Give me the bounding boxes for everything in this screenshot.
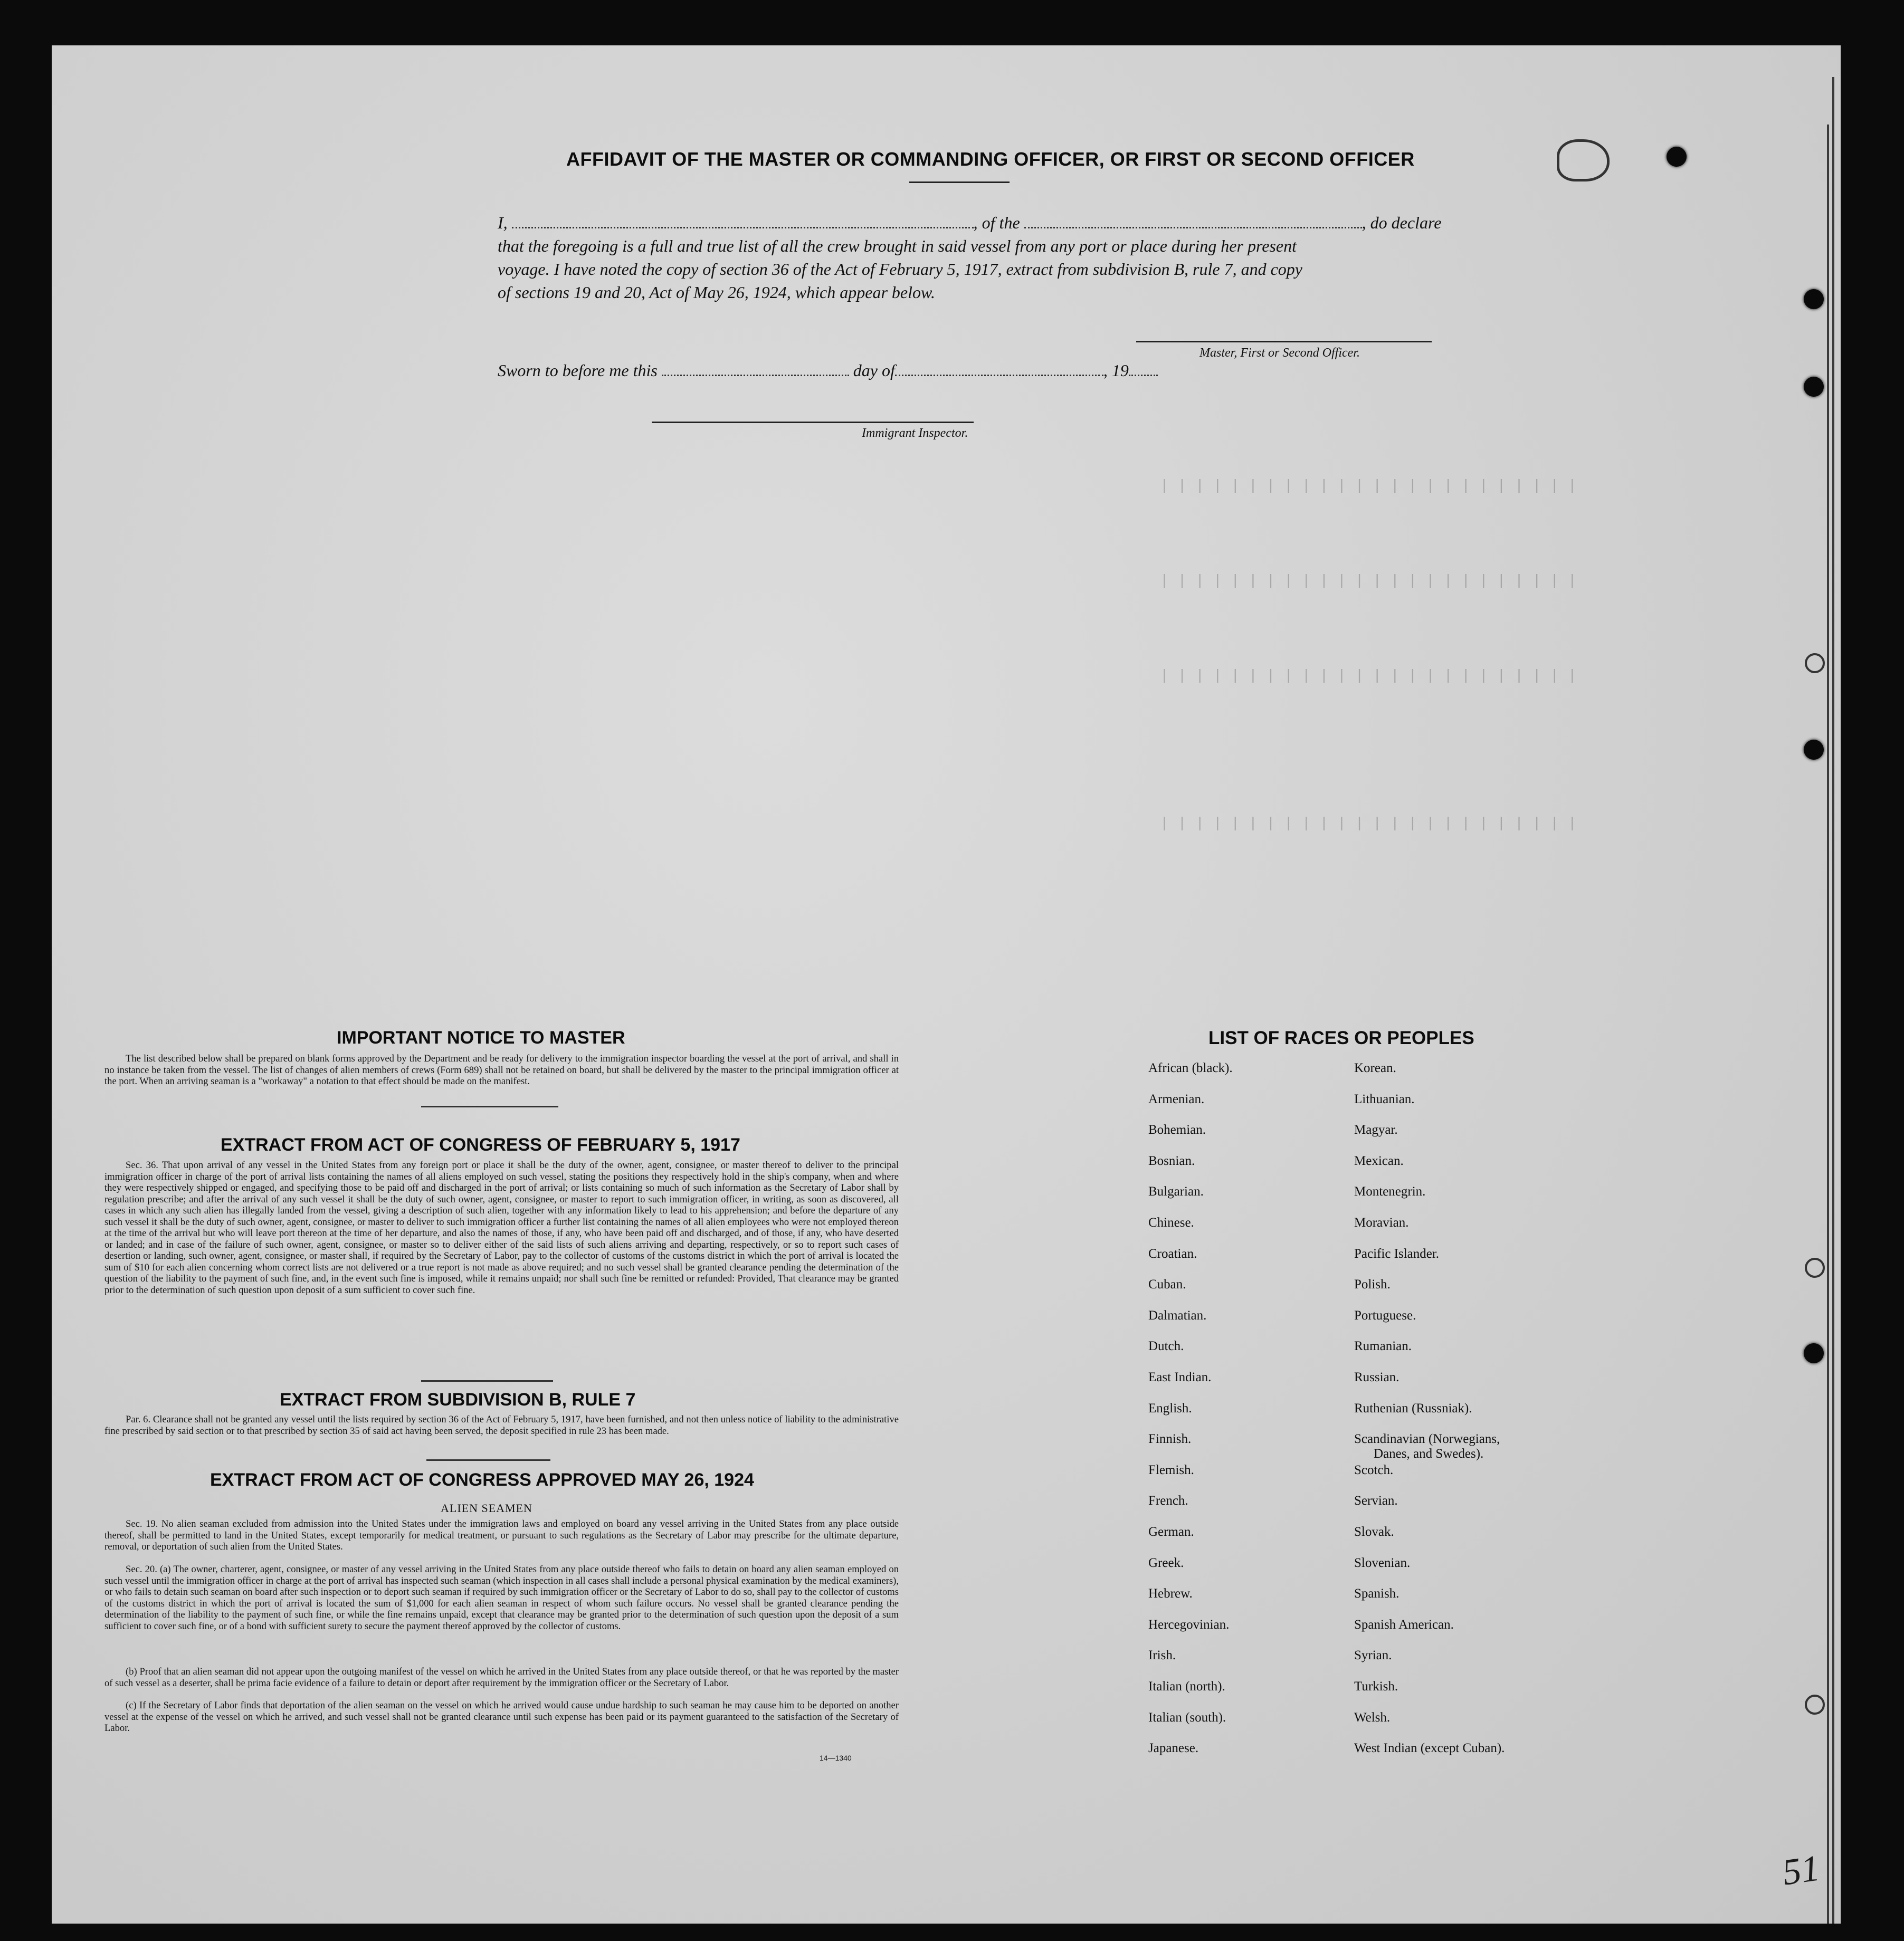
- race-item: Spanish.: [1354, 1586, 1400, 1601]
- declare-suffix: , do declare: [1362, 213, 1442, 232]
- vessel-prefix: , of the: [973, 213, 1020, 232]
- race-item: Lithuanian.: [1354, 1092, 1415, 1106]
- race-item: Mexican.: [1354, 1153, 1404, 1168]
- race-item: African (black).: [1148, 1061, 1233, 1075]
- race-item: East Indian.: [1148, 1370, 1212, 1384]
- race-item: Korean.: [1354, 1061, 1396, 1075]
- race-item: Scotch.: [1354, 1462, 1394, 1477]
- bleed-through-text: | | | | | | | | | | | | | | | | | | | | | | | |: [1160, 573, 1577, 589]
- divider: [421, 1380, 553, 1382]
- sworn-year-blank: [1129, 370, 1158, 376]
- race-item: Turkish.: [1354, 1679, 1398, 1694]
- race-item: Slovak.: [1354, 1525, 1394, 1539]
- sec-20c-text: (c) If the Secretary of Labor finds that deportation of the alien seaman on the vessel on which he arrived would cause undue hardship to such seaman he may cause him to be deported on another vessel at the expense of the vessel on which he arrived, and such vessel shall not be granted clearance until such expense has been paid or its payment guaranteed to the satisfaction of the Secretary of Labor.: [104, 1700, 899, 1734]
- master-signature-label: Master, First or Second Officer.: [1199, 346, 1360, 360]
- affidavit-title: AFFIDAVIT OF THE MASTER OR COMMANDING OFFICER, OR FIRST OR SECOND OFFICER: [566, 148, 1415, 170]
- race-item: Danes, and Swedes).: [1374, 1447, 1484, 1461]
- inspector-signature-label: Immigrant Inspector.: [862, 426, 968, 440]
- race-item: Bohemian.: [1148, 1123, 1206, 1137]
- subdivision-title: EXTRACT FROM SUBDIVISION B, RULE 7: [280, 1390, 636, 1410]
- subdivision-text: Par. 6. Clearance shall not be granted any vessel until the lists required by section 36 of the Act of February 5, 1917, have been furnished, and not then unless notice of liability to the administrative fine prescribed by said section or to that prescribed by section 35 of said act having been served, the deposit specified in rule 23 has been made.: [104, 1414, 899, 1437]
- race-item: Irish.: [1148, 1648, 1176, 1663]
- race-item: Dutch.: [1148, 1339, 1184, 1354]
- race-item: German.: [1148, 1525, 1194, 1539]
- punch-hole: [1805, 653, 1825, 673]
- bleed-through-text: | | | | | | | | | | | | | | | | | | | | | | | |: [1160, 668, 1577, 684]
- notice-text: The list described below shall be prepared on blank forms approved by the Department and be ready for delivery to the immigration inspector boarding the vessel at the port of arrival, and shall in no instance be taken from the vessel. The list of changes of alien members of crews (Form 689) shall not be retained on board, but shall be delivered by the master to the principal immigration officer at the port. When an arriving seaman is a "workaway" a notation to that effect should be made on the manifest.: [104, 1053, 899, 1087]
- race-item: Spanish American.: [1354, 1617, 1454, 1632]
- race-item: Slovenian.: [1354, 1555, 1411, 1570]
- race-item: Montenegrin.: [1354, 1184, 1426, 1199]
- bleed-through-text: | | | | | | | | | | | | | | | | | | | | | | | |: [1160, 478, 1577, 494]
- race-item: Moravian.: [1354, 1216, 1409, 1230]
- race-item: West Indian (except Cuban).: [1354, 1741, 1505, 1756]
- race-item: Greek.: [1148, 1555, 1184, 1570]
- race-item: Dalmatian.: [1148, 1308, 1207, 1323]
- race-item: Finnish.: [1148, 1432, 1192, 1447]
- declaration-line-3: voyage. I have noted the copy of section 36 of the Act of February 5, 1917, extract from subdivision B, rule 7, and copy: [498, 260, 1302, 279]
- handwritten-page-number: 51: [1779, 1848, 1822, 1894]
- punch-hole: [1804, 377, 1824, 397]
- vessel-name-blank: [1024, 223, 1362, 228]
- race-item: Croatian.: [1148, 1246, 1197, 1261]
- inspector-signature-line: [652, 422, 974, 423]
- sworn-prefix: Sworn to before me this: [498, 361, 658, 380]
- punch-hole: [1805, 1695, 1825, 1715]
- punch-hole: [1557, 139, 1610, 181]
- race-item: Bosnian.: [1148, 1153, 1195, 1168]
- notice-title: IMPORTANT NOTICE TO MASTER: [337, 1028, 625, 1048]
- page-edge: [1827, 125, 1829, 1924]
- sworn-line: [498, 361, 1158, 380]
- race-item: Syrian.: [1354, 1648, 1392, 1663]
- extract-1924-title: EXTRACT FROM ACT OF CONGRESS APPROVED MAY 26, 1924: [210, 1470, 754, 1490]
- race-item: Chinese.: [1148, 1216, 1194, 1230]
- race-item: Italian (north).: [1148, 1679, 1225, 1694]
- race-item: Hebrew.: [1148, 1586, 1193, 1601]
- extract-1917-text: Sec. 36. That upon arrival of any vessel in the United States from any foreign port or place it shall be the duty of the owner, agent, consignee, or master thereof to deliver to the principal immigration officer in charge of the port of arrival lists containing the names of all aliens employed on such vessel, stating the positions they respectively hold in the ship's company, when and where they were respectively shipped or engaged, and specifying those to be paid off and discharged in the port of arrival; or lists containing so much of such information as the Secretary of Labor shall by regulation prescribe; and after the arrival of any such vessel it shall be the duty of such owner, agent, consignee, or master to report to such immigration officer, in writing, as soon as discovered, all cases in which any such alien has illegally landed from the vessel, giving a description of such alien, together with any information likely to lead to his apprehension; and before the departure of any such vessel it shall be the duty of such owner, agent, consignee, or master to deliver to such immigration officer a further list containing the names of all alien employees who were not employed thereon at the time of the arrival but who will leave port thereon at the time of her departure, and also the names of those, if any, who have been paid off and discharged, and of those, if any, who have deserted or landed; and in case of the failure of such owner, agent, consignee, or master so to deliver either of the said lists of such aliens arriving and departing, respectively, or so to report such cases of desertion or landing, such owner, agent, consignee, or master shall, if required by the Secretary of Labor, pay to the collector of customs of the customs district in which the port of arrival is located the sum of $10 for each alien concerning whom correct lists are not delivered or a true report is not made as above required; and no such vessel shall be granted clearance pending the determination of the question of the liability to the payment of such fine, and, in the event such fine is imposed, while it remains unpaid; nor shall such fine be remitted or refunded: Provided, That clearance may be granted prior to the determination of such question upon deposit of a sum sufficient to cover such fine.: [104, 1160, 899, 1296]
- race-item: Hercegovinian.: [1148, 1617, 1230, 1632]
- race-item: Bulgarian.: [1148, 1184, 1204, 1199]
- race-item: Rumanian.: [1354, 1339, 1412, 1354]
- extract-1917-title: EXTRACT FROM ACT OF CONGRESS OF FEBRUARY 5, 1917: [221, 1135, 740, 1155]
- bleed-through-text: | | | | | | | | | | | | | | | | | | | | | | | |: [1160, 816, 1577, 832]
- declaration-line-2: that the foregoing is a full and true list of all the crew brought in said vessel from any port or place during her present: [498, 236, 1297, 255]
- punch-hole: [1804, 289, 1824, 309]
- punch-hole: [1667, 147, 1687, 167]
- sec-19-text: Sec. 19. No alien seaman excluded from admission into the United States under the immigration laws and employed on board any vessel arriving in the United States from any place outside thereof, shall be permitted to land in the United States, except temporarily for medical treatment, or pursuant to such regulations as the Secretary of Labor may prescribe for the ultimate departure, removal, or deportation of such alien from the United States.: [104, 1518, 899, 1552]
- title-underline: [909, 181, 1010, 183]
- race-item: Italian (south).: [1148, 1710, 1226, 1725]
- race-item: Magyar.: [1354, 1123, 1398, 1137]
- race-item: Pacific Islander.: [1354, 1246, 1440, 1261]
- sworn-month-blank: [895, 370, 1103, 376]
- race-item: Flemish.: [1148, 1462, 1194, 1477]
- race-item: Cuban.: [1148, 1277, 1186, 1292]
- year-prefix: , 19: [1103, 361, 1129, 380]
- race-item: Armenian.: [1148, 1092, 1205, 1106]
- divider: [421, 1106, 558, 1107]
- race-item: Servian.: [1354, 1494, 1398, 1508]
- race-item: English.: [1148, 1401, 1192, 1416]
- race-item: Polish.: [1354, 1277, 1391, 1292]
- race-item: Japanese.: [1148, 1741, 1199, 1756]
- declaration-line-4: of sections 19 and 20, Act of May 26, 1924, which appear below.: [498, 283, 935, 302]
- races-title: LIST OF RACES OR PEOPLES: [1208, 1028, 1474, 1048]
- punch-hole: [1805, 1258, 1825, 1278]
- page-edge: [1832, 77, 1834, 1924]
- race-item: Russian.: [1354, 1370, 1400, 1384]
- sec-20b-text: (b) Proof that an alien seaman did not appear upon the outgoing manifest of the vessel on which he arrived in the United States from any place outside thereof, or that he was reported by the master of such vessel as a deserter, shall be prima facie evidence of a failure to detain or deport after requirement by the immigration officer or the Secretary of Labor.: [104, 1666, 899, 1689]
- declaration-line-1: [498, 213, 1441, 233]
- punch-hole: [1804, 740, 1824, 760]
- sec-20a-text: Sec. 20. (a) The owner, charterer, agent, consignee, or master of any vessel arriving in the United States from any place outside thereof who fails to detain on board any alien seaman employed on such vessel until the immigration officer in charge at the port of arrival has inspected such seaman (which inspection in all cases shall include a personal physical examination by the medical examiners), or who fails to detain such seaman on board after such inspection or to deport such seaman if required by such immigration officer or the Secretary of Labor to do so, shall pay to the collector of customs of the customs district in which the port of arrival is located the sum of $1,000 for each alien seaman in respect of whom such failure occurs. No vessel shall be granted clearance pending the determination of the liability to the payment of such fine, or while the fine remains unpaid, except that clearance may be granted prior to the determination of such question upon the deposit of a sum sufficient to cover such fine, or of a bond with sufficient surety to secure the payment thereof approved by the collector of customs.: [104, 1564, 899, 1632]
- document-page: [52, 45, 1841, 1924]
- master-signature-line: [1136, 341, 1432, 342]
- divider: [426, 1459, 550, 1461]
- sworn-day-blank: [662, 370, 849, 376]
- race-item: Scandinavian (Norwegians,: [1354, 1432, 1500, 1447]
- race-item: Portuguese.: [1354, 1308, 1416, 1323]
- race-item: Ruthenian (Russniak).: [1354, 1401, 1472, 1416]
- race-item: French.: [1148, 1494, 1188, 1508]
- race-item: Welsh.: [1354, 1710, 1391, 1725]
- punch-hole: [1804, 1343, 1824, 1363]
- form-code: 14—1340: [820, 1754, 852, 1762]
- declarant-prefix: I,: [498, 213, 508, 232]
- alien-seamen-subtitle: ALIEN SEAMEN: [441, 1502, 532, 1515]
- day-of-label: day of: [853, 361, 895, 380]
- declarant-name-blank: [512, 223, 974, 228]
